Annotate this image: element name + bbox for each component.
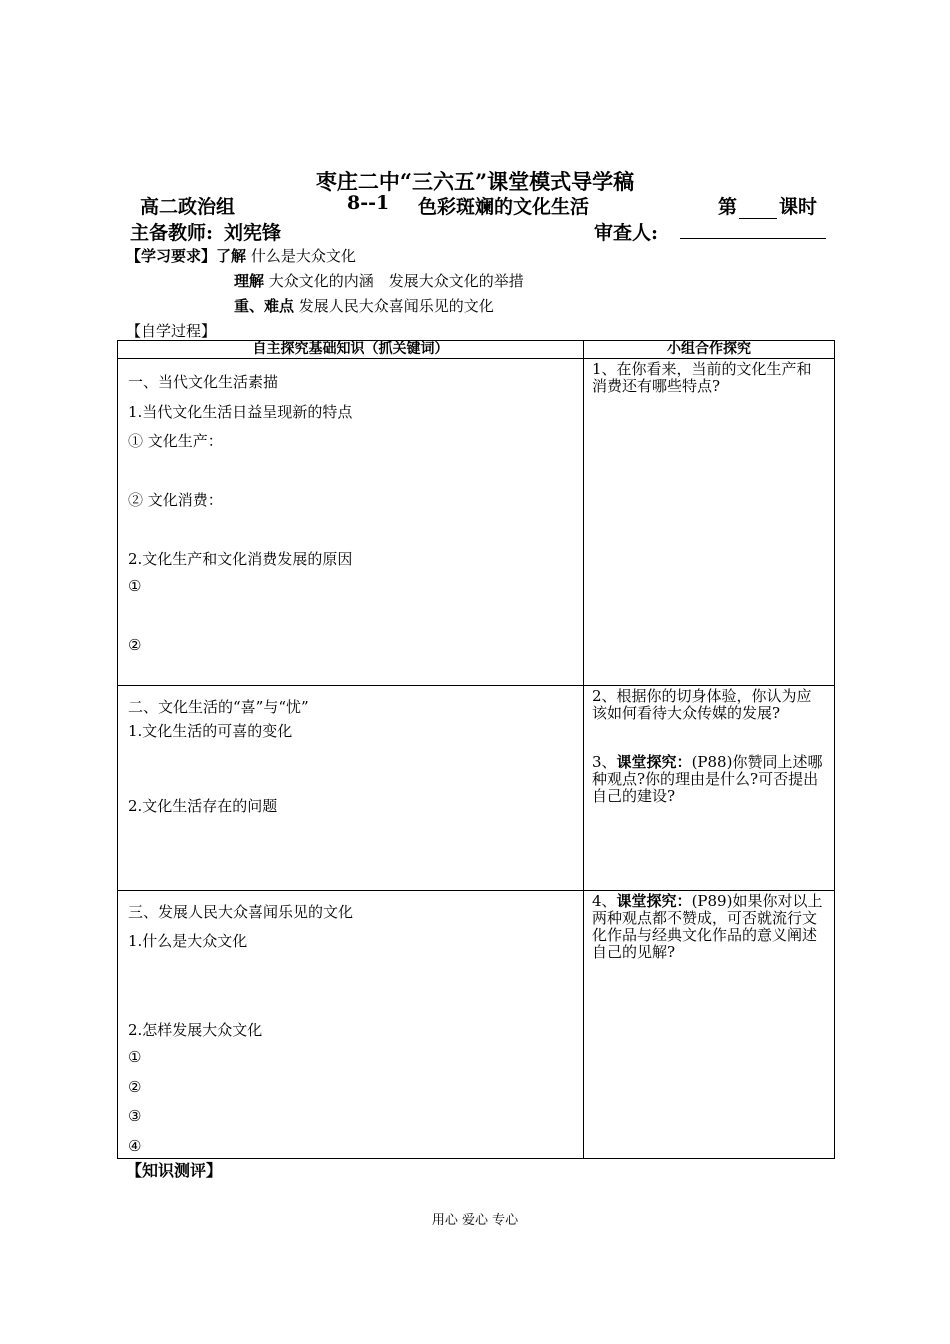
period-blank[interactable] — [739, 200, 777, 219]
requirements-line — [126, 245, 356, 266]
row3-right-cell[interactable] — [584, 891, 835, 1159]
list-item: 2.怎样发展大众文化 — [128, 1021, 263, 1039]
table-header-row — [118, 341, 835, 359]
list-item: 1.什么是大众文化 — [128, 932, 248, 950]
period-suffix: 课时 — [779, 196, 818, 218]
section-heading: 二、文化生活的“喜”与“忧” — [128, 698, 309, 716]
row2-left-cell[interactable] — [118, 686, 584, 891]
question-1: 1、在你看来，当前的文化生产和消费还有哪些特点? — [592, 360, 812, 395]
question-4 — [584, 891, 834, 961]
self-study-label: 【自学过程】 — [126, 322, 217, 340]
table-row — [118, 359, 835, 686]
requirements-label: 【学习要求】 — [126, 247, 217, 265]
lesson-code: 8--1 — [347, 192, 390, 214]
period-field — [718, 192, 817, 219]
col-header-self-study: 自主探究基础知识（抓关键词） — [118, 341, 584, 359]
list-item: 2.文化生活存在的问题 — [128, 797, 278, 815]
list-item: 1.文化生活的可喜的变化 — [128, 722, 293, 740]
study-table — [117, 340, 835, 1159]
question-4-number: 4、 — [592, 892, 617, 910]
list-item: ① 文化生产： — [128, 432, 223, 450]
understand-text: 什么是大众文化 — [250, 247, 356, 265]
row1-left-cell[interactable] — [118, 359, 584, 686]
question-3 — [584, 752, 834, 805]
list-item: ③ — [128, 1107, 142, 1125]
comprehend-label: 理解 — [234, 272, 265, 290]
list-item: ② 文化消费： — [128, 491, 223, 509]
knowledge-eval-label: 【知识测评】 — [126, 1161, 223, 1180]
list-item: ① — [128, 577, 142, 595]
table-row — [118, 891, 835, 1159]
page-footer: 用心 爱心 专心 — [431, 1213, 519, 1228]
list-item: ② — [128, 1078, 142, 1096]
comprehend-text: 大众文化的内涵 发展大众文化的举措 — [268, 272, 524, 290]
key-points-label: 重、难点 — [234, 297, 295, 315]
question-4-tag: 课堂探究： — [616, 892, 692, 910]
list-item: ④ — [128, 1137, 142, 1155]
key-points-text: 发展人民大众喜闻乐见的文化 — [298, 297, 494, 315]
row1-right-cell[interactable] — [584, 359, 835, 686]
list-item: 1.当代文化生活日益呈现新的特点 — [128, 403, 353, 421]
reviewer-label: 审查人: — [594, 222, 659, 244]
subject-group: 高二政治组 — [140, 196, 236, 218]
teacher-label: 主备教师: — [130, 222, 214, 244]
lesson-title: 色彩斑斓的文化生活 — [418, 196, 590, 218]
table-row — [118, 686, 835, 891]
key-points-line — [234, 295, 494, 316]
understand-label: 了解 — [216, 247, 247, 265]
list-item: ① — [128, 1048, 142, 1066]
list-item: 2.文化生产和文化消费发展的原因 — [128, 550, 353, 568]
section-heading: 一、当代文化生活素描 — [128, 373, 279, 391]
comprehend-line — [234, 270, 524, 291]
question-3-text: (P88)你赞同上述哪种观点?你的理由是什么?可否提出自己的建设? — [592, 753, 823, 805]
question-4-text: (P89)如果你对以上两种观点都不赞成，可否就流行文化作品与经典文化作品的意义阐述自己的见解? — [592, 892, 823, 961]
page-title: 枣庄二中“三六五”课堂模式导学稿 — [315, 169, 635, 194]
row3-left-cell[interactable] — [118, 891, 584, 1159]
period-prefix: 第 — [718, 196, 738, 218]
teacher-name: 刘宪锋 — [224, 222, 282, 244]
question-3-number: 3、 — [592, 753, 617, 771]
list-item: ② — [128, 636, 142, 654]
row2-right-cell[interactable] — [584, 686, 835, 891]
reviewer-blank[interactable] — [680, 238, 826, 239]
question-3-tag: 课堂探究： — [616, 753, 692, 771]
col-header-group-study: 小组合作探究 — [584, 341, 835, 359]
question-2: 2、根据你的切身体验，你认为应该如何看待大众传媒的发展? — [592, 687, 812, 722]
section-heading: 三、发展人民大众喜闻乐见的文化 — [128, 903, 354, 921]
